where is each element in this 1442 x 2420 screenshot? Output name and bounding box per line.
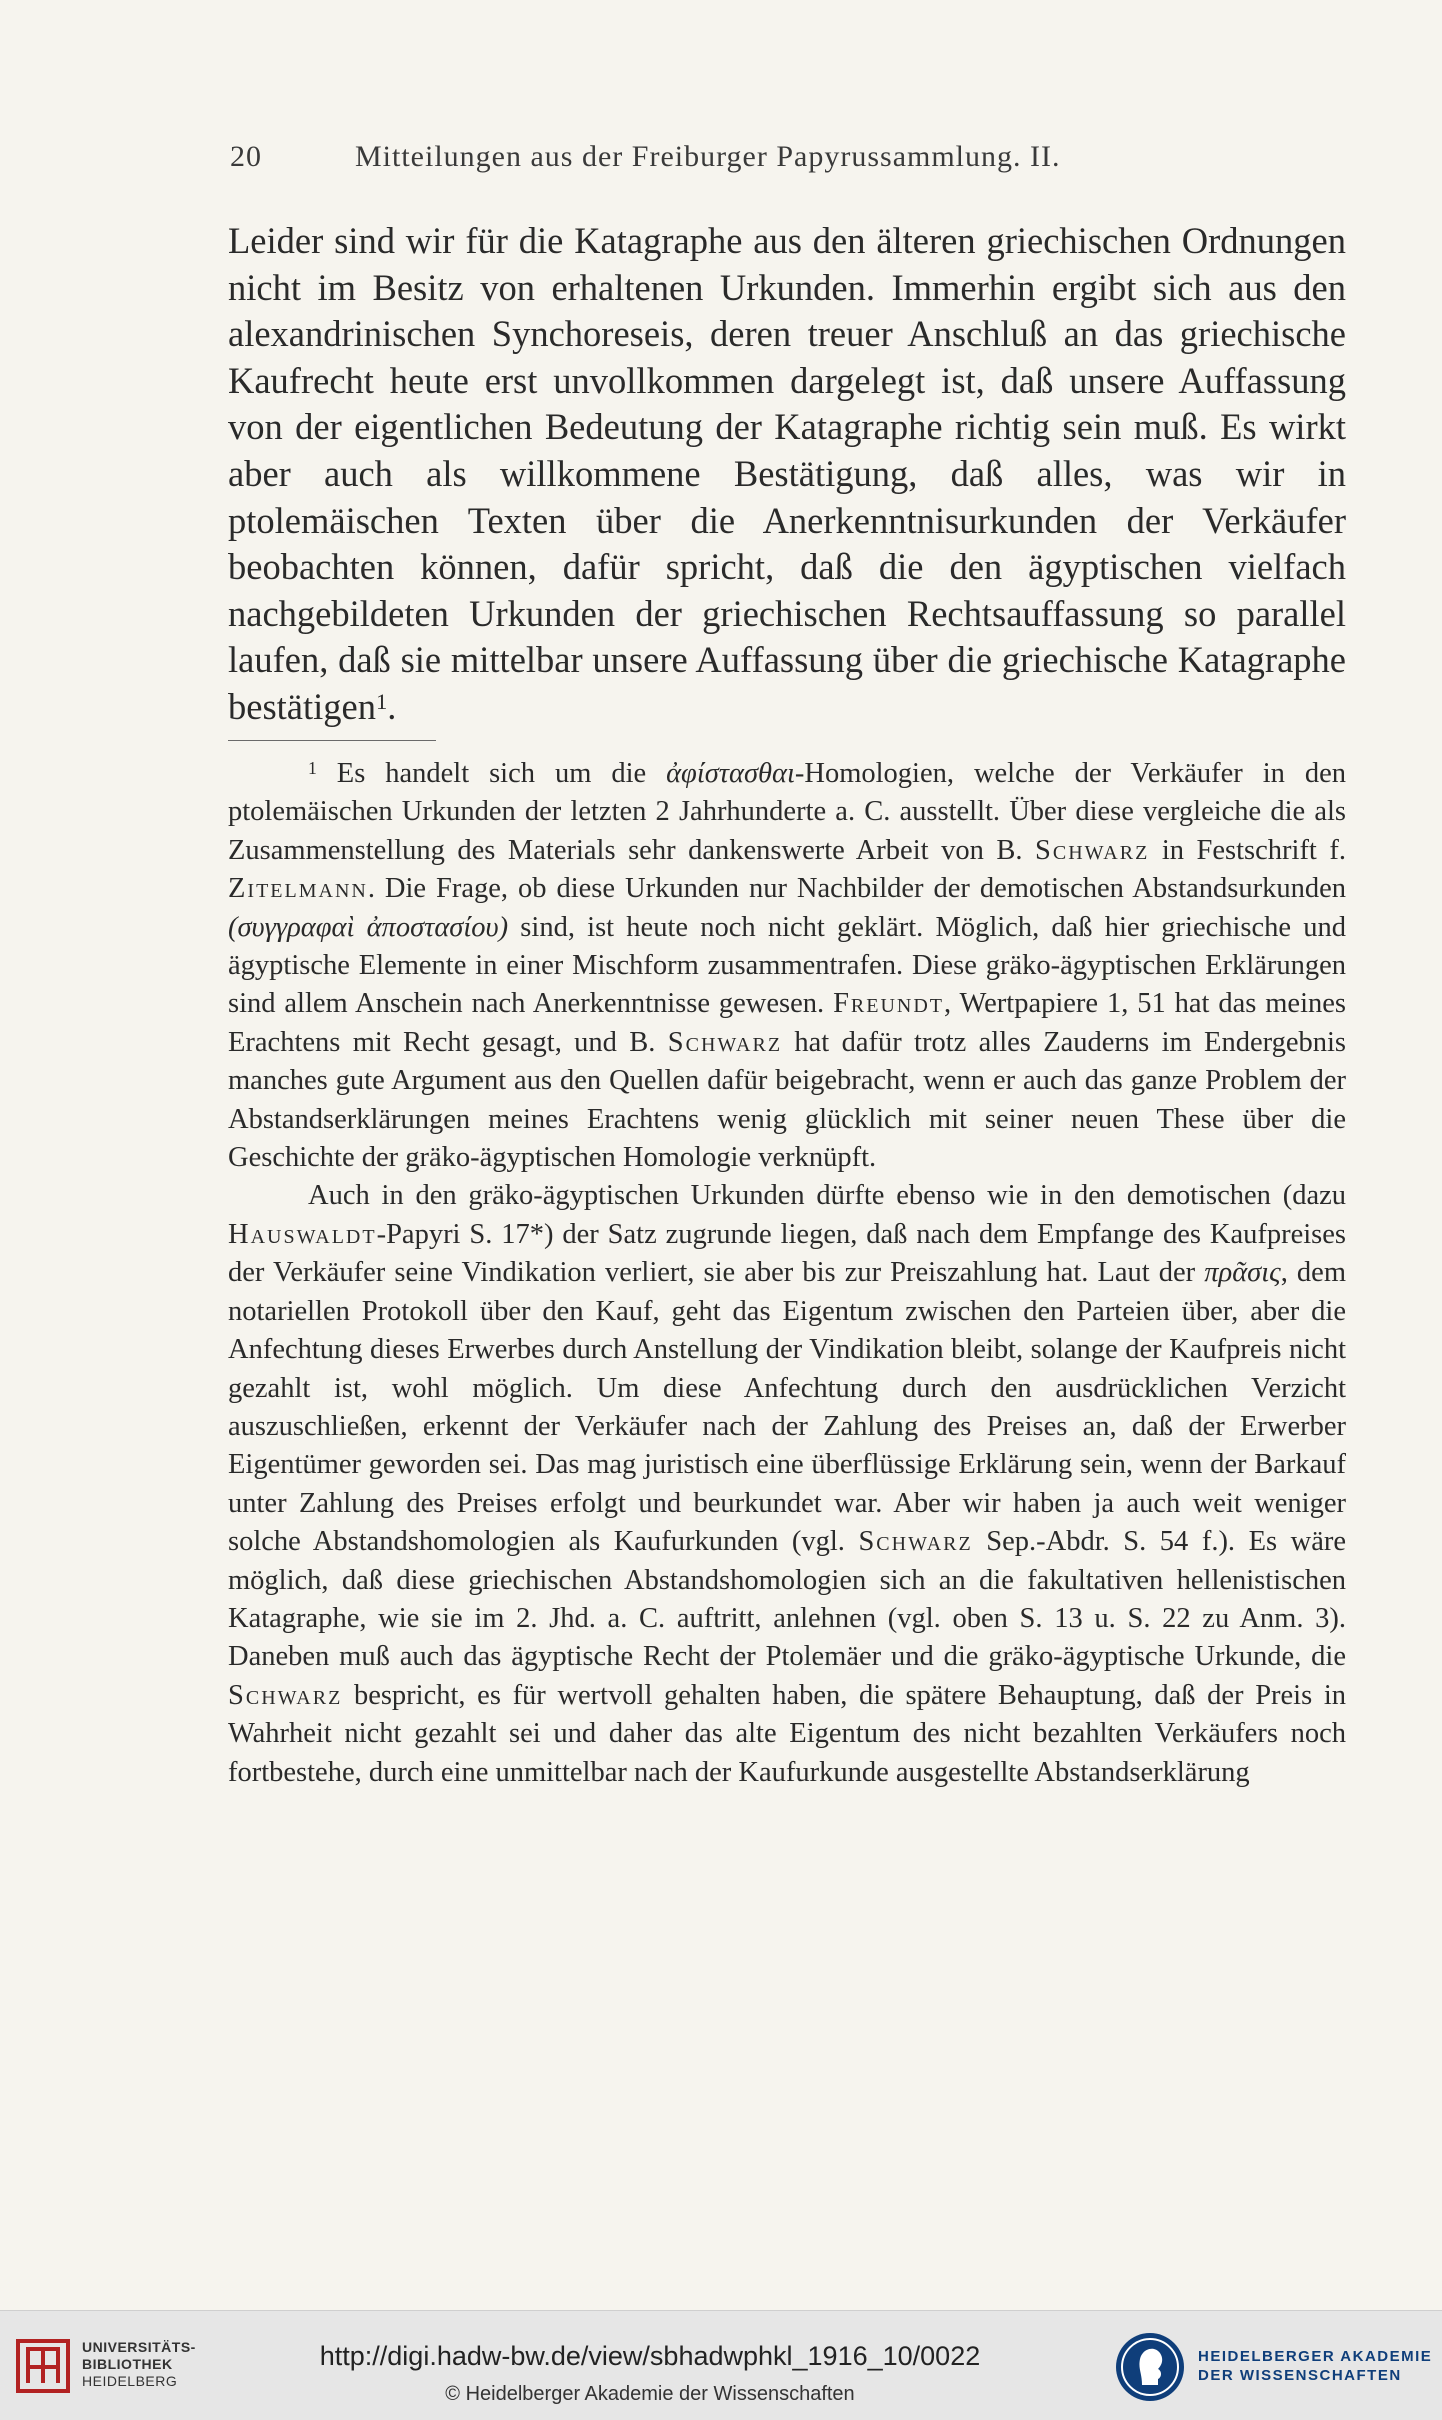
author-name: Schwarz (858, 1526, 973, 1558)
uni-line-3: HEIDELBERG (82, 2373, 178, 2389)
author-name: Zitelmann (228, 873, 368, 905)
greek-term: πρᾶσις (1204, 1257, 1281, 1289)
footnote-text: -Papyri S. 17*) der Satz zugrunde liegen, daß nach dem Empfange des Kaufpreises der Verkäufer seine Vindikation verliert, sie aber bis zur Preiszahlung hat. Laut der (228, 1218, 1346, 1289)
footnote-mark: 1 (308, 758, 317, 779)
footnote-text: Sep.-Abdr. S. 54 f.). Es wäre möglich, daß diese griechischen Abstandshomologien sich an die fakultativen hellenistischen Katagraphe, wie sie im 2. Jhd. a. C. auftritt, anlehnen (vgl. oben S. 13 u. S. 22 zu Anm. 3). Daneben muß auch das ägyptische Recht der Ptolemäer und die gräko-ägyptische Urkunde, die (228, 1526, 1346, 1673)
main-text (228, 218, 1346, 731)
academy-line-1: HEIDELBERGER AKADEMIE (1198, 2348, 1433, 2365)
footnotes (228, 755, 1346, 1792)
author-name: Schwarz (667, 1026, 783, 1058)
footnote-1 (228, 755, 1346, 1177)
footnote-text: sind, ist heute noch nicht geklärt. Möglich, daß hier griechische und ägyptische Elemente in einer Mischform zusammentrafen. Diese gräko-ägyptischen Erklärungen sind allem Anschein nach Anerkenntnisse gewesen. (228, 911, 1347, 1020)
university-library-name (82, 2339, 196, 2390)
footnote-text: hat dafür trotz alles Zauderns im Endergebnis manches gute Argument aus den Quellen dafür beigebracht, wenn er auch das ganze Problem der Abstandserklärungen meines Erachtens wenig glücklich mit seiner neuen These über die Geschichte der gräko-ägyptischen Homologie verknüpft. (228, 1026, 1346, 1174)
uni-line-1: UNIVERSITÄTS- (82, 2339, 196, 2355)
footnote-text: . Die Frage, ob diese Urkunden nur Nachbilder der demotischen Abstandsurkunden (367, 873, 1346, 905)
main-paragraph-text: Leider sind wir für die Katagraphe aus den älteren griechischen Ordnungen nicht im Besitz von erhaltenen Urkunden. Immerhin ergibt sich aus den alexandrinischen Synchoreseis, deren treuer Anschluß an das griechische Kaufrecht heute erst unvollkommen dargelegt ist, daß unsere Auffassung von der eigentlichen Bedeutung der Katagraphe richtig sein muß. Es wirkt aber auch als willkommene Bestätigung, daß alles, was wir in ptolemäischen Texten über die Anerkenntnisurkunden der Verkäufer beobachten können, dafür spricht, daß die den ägyptischen vielfach nachgebildeten Urkunden der griechischen Rechtsauffassung so parallel laufen, daß sie mittelbar unsere Auffassung über die griechische Katagraphe bestätigen (228, 220, 1346, 727)
footnote-text: in Festschrift f. (1149, 834, 1346, 866)
footnote-reference: 1 (375, 688, 388, 714)
footnote-text: , dem notariellen Protokoll über den Kauf, geht das Eigentum zwischen den Parteien über, aber die Anfechtung dieses Erwerbes durch Anstellung der Vindikation bleibt, solange der Kaufpreis nicht gezahlt ist, wohl möglich. Um diese Anfechtung durch den ausdrücklichen Verzicht auszuschließen, erkennt der Verkäufer nach der Zahlung des Preises an, daß der Erwerber Eigentümer geworden sei. Das mag juristisch eine überflüssige Erklärung sein, wenn der Barkauf unter Zahlung des Preises erfolgt und beurkundet war. Aber wir haben ja auch weit weniger solche Abstandshomologien als Kaufurkunden (vgl. (228, 1257, 1346, 1558)
page-number: 20 (230, 140, 262, 173)
main-paragraph (228, 218, 1346, 731)
greek-term: (συγγραφαὶ ἀποστασίου) (228, 911, 509, 943)
footnote-continuation (228, 1177, 1346, 1792)
footnote-text: bespricht, es für wertvoll gehalten haben, die spätere Behauptung, daß der Preis in Wahrheit nicht gezahlt sei und daher das alte Eigentum des nicht bezahlten Verkäufers noch fortbestehe, durch eine unmittelbar nach der Kaufurkunde ausgestellte Abstandserklärung (228, 1679, 1346, 1788)
author-name: Freundt (833, 988, 945, 1020)
copyright-notice: © Heidelberger Akademie der Wissenschaften (445, 2383, 855, 2405)
academy-seal-icon (1112, 2327, 1188, 2407)
author-name: Schwarz (1035, 834, 1150, 866)
permalink-url[interactable]: http://digi.hadw-bw.de/view/sbhadwphkl_1916_10/0022 (319, 2341, 981, 2371)
author-name: Hauswaldt (228, 1218, 377, 1250)
academy-name (1198, 2347, 1432, 2385)
footnote-text: , Wertpapiere 1, 51 hat das meines Erachtens mit Recht gesagt, und B. (228, 988, 1346, 1058)
footnote-text: -Homologien, welche der Verkäufer in den ptolemäischen Urkunden der letzten 2 Jahrhunderte a. C. ausstellt. Über diese vergleiche die als Zusammenstellung des Materials sehr dankenswerte Arbeit von B. (228, 758, 1347, 866)
footnote-text: Auch in den gräko-ägyptischen Urkunden dürfte ebenso wie in den demotischen (dazu (308, 1180, 1346, 1212)
main-paragraph-end: . (387, 685, 397, 727)
university-library-logo-icon (14, 2337, 72, 2395)
uni-line-2: BIBLIOTHEK (82, 2356, 173, 2372)
academy-line-2: DER WISSENSCHAFTEN (1198, 2367, 1402, 2384)
author-name: Schwarz (228, 1679, 343, 1711)
footnote-divider (228, 740, 436, 741)
footer-bar (0, 2310, 1442, 2420)
greek-term: ἀφίστασθαι (666, 758, 795, 789)
footnote-text: Es handelt sich um die (316, 758, 667, 789)
running-title: Mitteilungen aus der Freiburger Papyrussammlung. II. (355, 140, 1061, 173)
